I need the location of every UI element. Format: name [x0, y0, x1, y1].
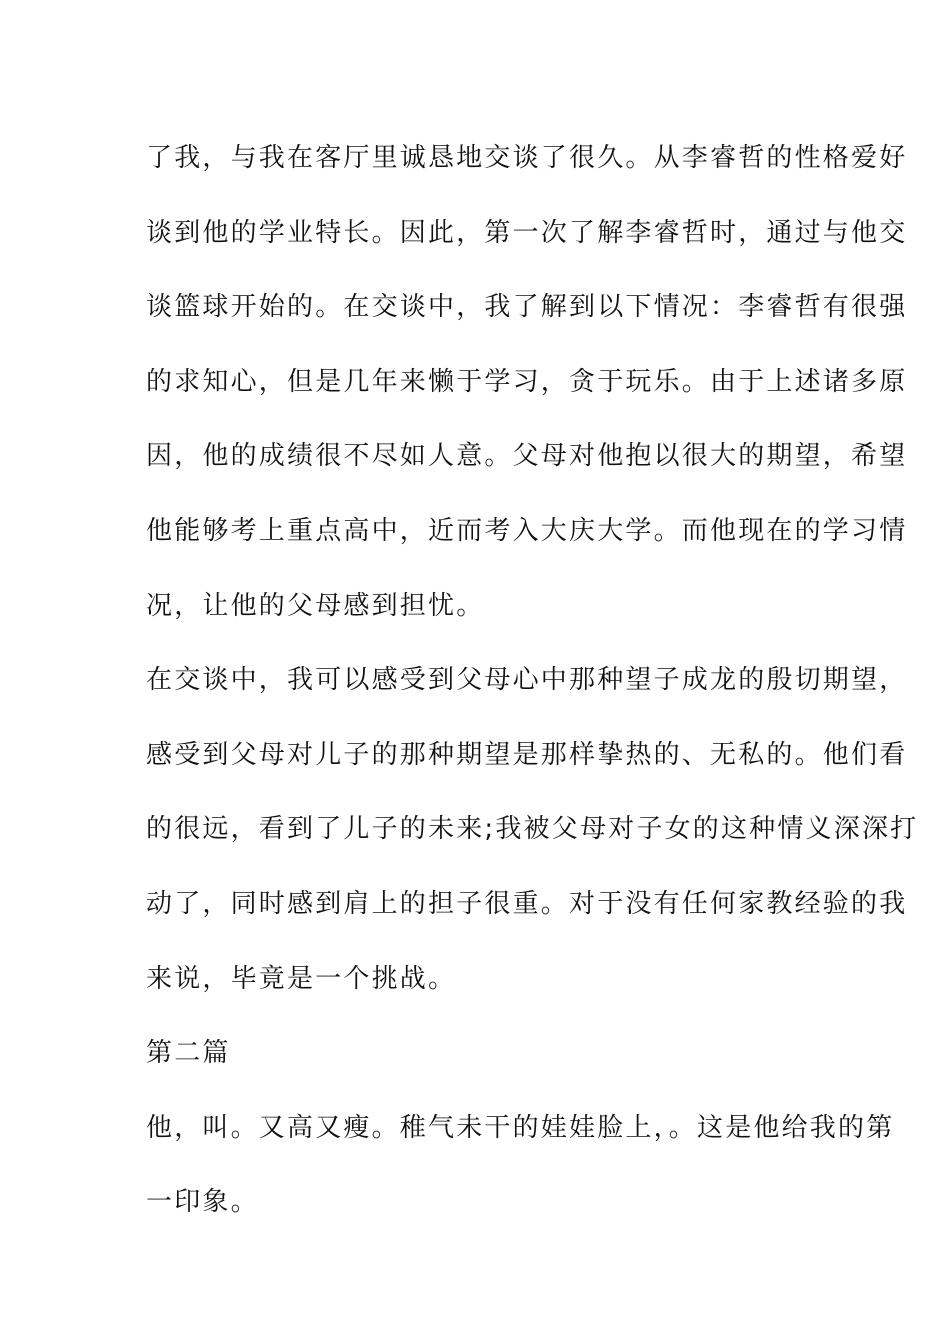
text-line-7: 况，让他的父母感到担忧。 [146, 590, 485, 621]
text-line-11: 动了，同时感到肩上的担子很重。对于没有任何家教经验的我 [146, 888, 908, 919]
text-line-4: 的求知心，但是几年来懒于学习，贪于玩乐。由于上述诸多原 [146, 366, 908, 397]
text-line-8: 在交谈中，我可以感受到父母心中那种望子成龙的殷切期望， [146, 665, 908, 696]
document-body [146, 128, 919, 1247]
text-line-10: 的很远，看到了儿子的未来;我被父母对子女的这种情义深深打 [146, 814, 919, 845]
text-line-3: 谈篮球开始的。在交谈中，我了解到以下情况：李睿哲有很强 [146, 292, 908, 323]
text-line-15: 一印象。 [146, 1187, 259, 1218]
text-line-1: 了我，与我在客厅里诚恳地交谈了很久。从李睿哲的性格爱好 [146, 143, 908, 173]
text-line-14: 他，叫。又高又瘦。稚气未干的娃娃脸上，。这是他给我的第 [146, 1112, 895, 1143]
text-line-2: 谈到他的学业特长。因此，第一次了解李睿哲时，通过与他交 [146, 217, 908, 248]
text-line-12: 来说，毕竟是一个挑战。 [146, 963, 457, 994]
text-line-9: 感受到父母对儿子的那种期望是那样挚热的、无私的。他们看 [146, 739, 908, 770]
section-heading: 第二篇 [146, 1038, 231, 1069]
text-line-6: 他能够考上重点高中，近而考入大庆大学。而他现在的学习情 [146, 515, 908, 546]
text-line-5: 因，他的成绩很不尽如人意。父母对他抱以很大的期望，希望 [146, 441, 908, 472]
